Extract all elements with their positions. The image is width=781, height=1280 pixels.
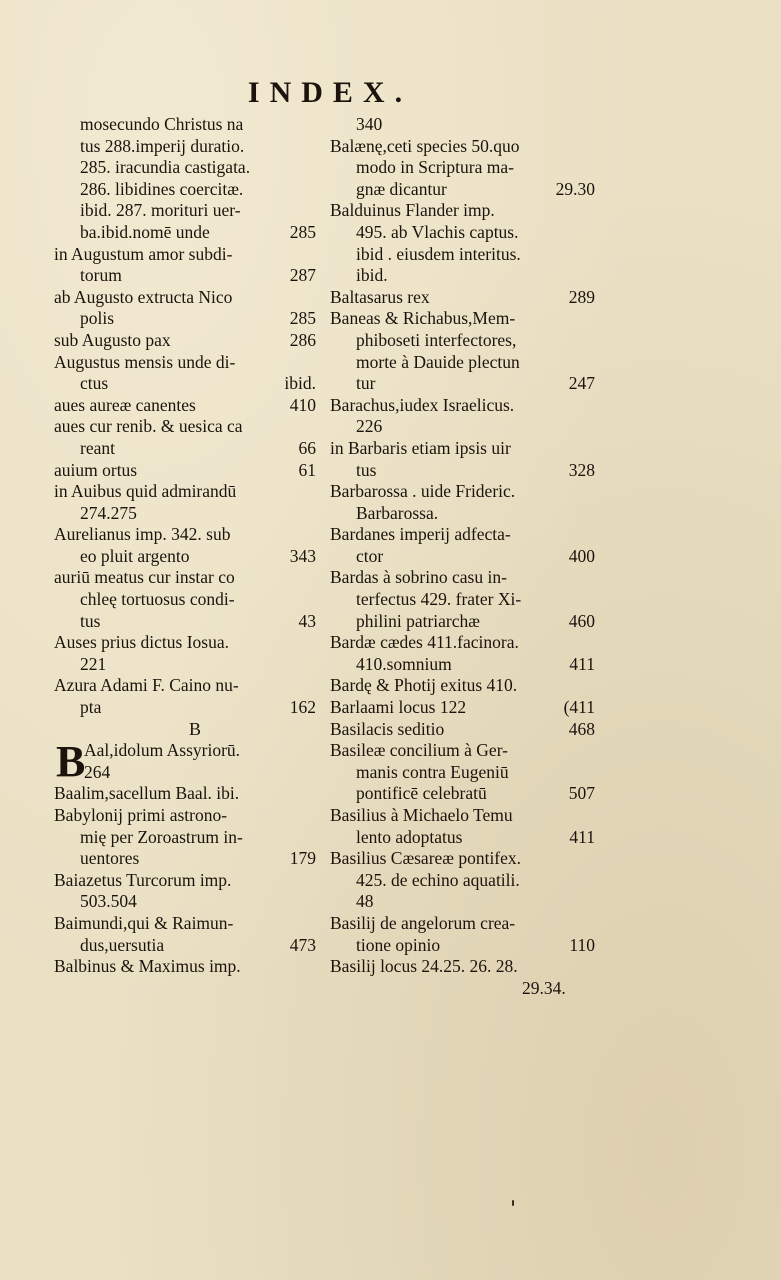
- page-reference: 286: [289, 329, 316, 350]
- index-entry-text: phiboseti interfectores,: [356, 329, 517, 350]
- index-entry-text: ibid . eiusdem interitus.: [356, 243, 521, 264]
- index-entry-line: [330, 589, 595, 611]
- index-entry-text: auriū meatus cur instar co: [54, 567, 235, 588]
- index-entry-line: [54, 870, 316, 892]
- index-entry-text: Bardas à sobrino casu in-: [330, 567, 507, 588]
- page-reference: ibid.: [284, 373, 316, 394]
- index-entry-line: [330, 157, 595, 179]
- page-reference: 400: [568, 545, 595, 566]
- page-reference: 343: [289, 545, 316, 566]
- index-entry-line: [54, 805, 316, 827]
- index-entry-text: Auses prius dictus Iosua.: [54, 632, 229, 653]
- index-entry-text: 495. ab Vlachis captus.: [356, 221, 519, 242]
- index-entry-text: Basilij de angelorum crea-: [330, 912, 516, 933]
- index-entry-line: [54, 956, 316, 978]
- index-entry-line: [330, 935, 595, 957]
- index-entry-text: uentores: [80, 848, 140, 869]
- index-entry-line: [330, 438, 595, 460]
- index-entry-line: [54, 567, 316, 589]
- index-entry-line: [54, 935, 316, 957]
- index-entry-text: 221: [80, 653, 107, 674]
- page-reference: 285: [289, 308, 316, 329]
- index-entry-text: 48: [356, 891, 374, 912]
- index-entry-text: Basilius Cæsareæ pontifex.: [330, 848, 522, 869]
- index-entry-line: [54, 308, 316, 330]
- page-reference: 110: [569, 934, 595, 955]
- index-entry-text: ab Augusto extructa Nico: [54, 286, 233, 307]
- page-title: INDEX.: [247, 76, 413, 109]
- index-entry-text: torum: [80, 265, 122, 286]
- index-entry-text: polis: [80, 308, 115, 329]
- index-entry-text: 425. de echino aquatili.: [356, 869, 520, 890]
- index-entry-text: philini patriarchæ: [356, 610, 480, 631]
- index-entry-text: B: [188, 718, 201, 739]
- index-entry-line: [330, 783, 595, 805]
- page-reference: 179: [289, 848, 316, 869]
- index-entry-line: [330, 460, 595, 482]
- index-entry-line: [330, 416, 595, 438]
- index-entry-text: tione opinio: [356, 934, 441, 955]
- index-entry-text: Barachus,iudex Israelicus.: [330, 394, 515, 415]
- index-entry-line: [54, 416, 316, 438]
- index-entry-line: [330, 373, 595, 395]
- index-entry-text: 503.504: [80, 891, 137, 912]
- index-entry-line: [330, 265, 595, 287]
- index-entry-line: [54, 136, 316, 158]
- index-entry-text: Barbarossa.: [356, 502, 439, 523]
- index-entry-line: [330, 244, 595, 266]
- index-entry-line: [330, 524, 595, 546]
- index-entry-line: [54, 287, 316, 309]
- index-entry-text: Basilacis seditio: [330, 718, 445, 739]
- index-entry-text: chleę tortuosus condi-: [80, 589, 235, 610]
- index-entry-text: Balbinus & Maximus imp.: [54, 956, 241, 977]
- index-entry-line: [330, 567, 595, 589]
- index-entry-line: [330, 827, 595, 849]
- index-entry-text: in Barbaris etiam ipsis uir: [330, 437, 511, 458]
- index-entry-line: [330, 870, 595, 892]
- index-entry-text: 340: [356, 114, 383, 134]
- page-reference: 289: [568, 286, 595, 307]
- index-entry-line: [54, 265, 316, 287]
- index-entry-line: [330, 136, 595, 158]
- index-entry-text: mosecundo Christus na: [80, 114, 244, 134]
- index-entry-text: Basilij locus 24.25. 26. 28.: [330, 956, 518, 977]
- index-entry-line: [330, 740, 595, 762]
- index-entry-line: [54, 762, 316, 784]
- index-entry-line: [330, 503, 595, 525]
- index-entry-line: [330, 352, 595, 374]
- index-entry-text: 410.somnium: [356, 653, 452, 674]
- index-entry-text: gnæ dicantur: [356, 178, 447, 199]
- page-reference: (411: [563, 697, 595, 718]
- index-entry-text: morte à Dauide plectun: [356, 351, 520, 372]
- index-entry-line: [330, 762, 595, 784]
- index-entry-line: [330, 697, 595, 719]
- index-entry-line: [330, 308, 595, 330]
- index-entry-text: in Augustum amor subdi-: [54, 243, 233, 264]
- index-entry-line: [54, 848, 316, 870]
- page-reference: 468: [568, 718, 595, 739]
- index-column-right: [330, 114, 595, 999]
- index-entry-text: aues cur renib. & uesica ca: [54, 416, 243, 437]
- index-entry-text: Azura Adami F. Caino nu-: [54, 675, 239, 696]
- index-entry-line: [330, 179, 595, 201]
- page-reference: 473: [289, 934, 316, 955]
- index-entry-line: [54, 827, 316, 849]
- index-entry-text: ctus: [80, 373, 109, 394]
- index-entry-line: [54, 222, 316, 244]
- index-entry-text: Baalim,sacellum Baal. ibi.: [54, 783, 240, 804]
- index-entry-text: 226: [356, 416, 383, 437]
- index-entry-line: [54, 244, 316, 266]
- index-entry-line: [330, 611, 595, 633]
- index-entry-line: [330, 395, 595, 417]
- index-entry-text: Bardę & Photij exitus 410.: [330, 675, 518, 696]
- index-entry-line: [54, 675, 316, 697]
- page-reference: 328: [568, 459, 595, 480]
- index-entry-line: [54, 611, 316, 633]
- index-entry-text: reant: [80, 437, 115, 458]
- index-entry-text: Bardæ cædes 411.facinora.: [330, 632, 519, 653]
- page-reference: 285: [289, 221, 316, 242]
- page-reference: 507: [568, 783, 595, 804]
- index-entry-text: tus 288.imperij duratio.: [80, 135, 245, 156]
- index-entry-text: tur: [356, 373, 376, 394]
- index-entry-line: [330, 805, 595, 827]
- page-reference: 460: [568, 610, 595, 631]
- index-entry-line: [330, 330, 595, 352]
- index-entry-text: tus: [80, 610, 101, 631]
- index-entry-text: tus: [356, 459, 377, 480]
- index-entry-line: [330, 222, 595, 244]
- index-entry-line: [330, 978, 595, 1000]
- index-entry-text: modo in Scriptura ma-: [356, 157, 514, 178]
- index-entry-text: ibid. 287. morituri uer-: [80, 200, 241, 221]
- page-reference: 43: [298, 610, 316, 631]
- page-reference: 411: [569, 826, 595, 847]
- page-reference: 66: [298, 437, 316, 458]
- page-reference: 410: [289, 394, 316, 415]
- index-entry-text: Balduinus Flander imp.: [330, 200, 495, 221]
- index-entry-line: [54, 891, 316, 913]
- index-entry-line: [330, 481, 595, 503]
- page-reference: 411: [569, 653, 595, 674]
- index-entry-line: [54, 697, 316, 719]
- index-entry-text: Bardanes imperij adfecta-: [330, 524, 511, 545]
- index-entry-line: [54, 352, 316, 374]
- index-entry-text: 285. iracundia castigata.: [80, 157, 251, 178]
- index-entry-line: [54, 114, 316, 136]
- index-entry-line: [54, 524, 316, 546]
- index-entry-line: [54, 438, 316, 460]
- index-entry-text: 29.34.: [522, 977, 566, 998]
- index-entry-text: Basileæ concilium à Ger-: [330, 740, 508, 761]
- index-entry-text: Baimundi,qui & Raimun-: [54, 912, 234, 933]
- index-entry-line: [54, 632, 316, 654]
- index-entry-line: [54, 157, 316, 179]
- index-entry-line: [54, 654, 316, 676]
- index-entry-line: [330, 848, 595, 870]
- index-entry-text: Babylonij primi astrono-: [54, 805, 228, 825]
- ink-speck: [512, 1200, 514, 1206]
- index-entry-line: [54, 200, 316, 222]
- index-entry-text: Aal,idolum Assyriorū.: [84, 740, 241, 761]
- page-reference: 247: [568, 373, 595, 394]
- index-entry-text: manis contra Eugeniū: [356, 761, 509, 782]
- index-entry-line: [330, 675, 595, 697]
- page-reference: 162: [289, 697, 316, 718]
- index-entry-line: [330, 200, 595, 222]
- index-entry-text: Balænę,ceti species 50.quo: [330, 135, 520, 156]
- index-entry-line: [330, 719, 595, 741]
- index-entry-line: [330, 287, 595, 309]
- index-entry-text: ibid.: [356, 265, 388, 286]
- index-entry-line: [54, 373, 316, 395]
- index-entry-line: [330, 913, 595, 935]
- index-entry-line: [330, 654, 595, 676]
- page-reference: 61: [298, 459, 316, 480]
- index-entry-text: aues aureæ canentes: [54, 394, 196, 415]
- index-column-left: [54, 114, 316, 978]
- index-entry-text: ba.ibid.nomē unde: [80, 221, 210, 242]
- index-entry-text: lento adoptatus: [356, 826, 463, 847]
- index-entry-text: sub Augusto pax: [54, 329, 171, 350]
- index-entry-text: Augustus mensis unde di-: [54, 351, 236, 372]
- index-entry-line: [330, 114, 595, 136]
- index-entry-line: [54, 395, 316, 417]
- index-entry-line: [330, 956, 595, 978]
- index-entry-text: auium ortus: [54, 459, 138, 480]
- index-entry-text: 286. libidines coercitæ.: [80, 178, 244, 199]
- index-entry-line: [330, 632, 595, 654]
- index-entry-text: Baltasarus rex: [330, 286, 430, 307]
- index-entry-text: terfectus 429. frater Xi-: [356, 589, 522, 610]
- drop-cap-letter: B: [56, 737, 86, 787]
- index-entry-line: [54, 330, 316, 352]
- index-entry-line: [54, 546, 316, 568]
- index-entry-text: pontificē celebratū: [356, 783, 487, 804]
- index-entry-text: ctor: [356, 545, 384, 566]
- index-entry-text: pta: [80, 697, 102, 718]
- index-entry-text: Barbarossa . uide Frideric.: [330, 481, 516, 502]
- page-reference: 287: [289, 265, 316, 286]
- index-entry-line: [54, 719, 316, 741]
- index-entry-text: in Auibus quid admirandū: [54, 481, 237, 502]
- index-entry-text: Baneas & Richabus,Mem-: [330, 308, 516, 329]
- index-entry-text: 274.275: [80, 502, 137, 523]
- index-entry-line: [54, 913, 316, 935]
- index-entry-text: Barlaami locus 122: [330, 697, 467, 718]
- index-entry-text: mię per Zoroastrum in-: [80, 826, 243, 847]
- index-entry-line: [54, 481, 316, 503]
- index-entry-line: [330, 891, 595, 913]
- index-entry-text: Aurelianus imp. 342. sub: [54, 524, 231, 545]
- index-entry-text: Basilius à Michaelo Temu: [330, 805, 513, 825]
- index-entry-line: [54, 589, 316, 611]
- index-entry-line: [330, 546, 595, 568]
- index-entry-text: eo pluit argento: [80, 545, 190, 566]
- index-entry-line: [54, 179, 316, 201]
- index-entry-text: Baiazetus Turcorum imp.: [54, 869, 232, 890]
- page-reference: 29.30: [555, 178, 595, 199]
- index-entry-line: [54, 783, 316, 805]
- index-entry-line: [54, 503, 316, 525]
- index-entry-line: [54, 460, 316, 482]
- index-entry-text: 264: [84, 761, 111, 782]
- index-entry-text: dus,uersutia: [80, 934, 165, 955]
